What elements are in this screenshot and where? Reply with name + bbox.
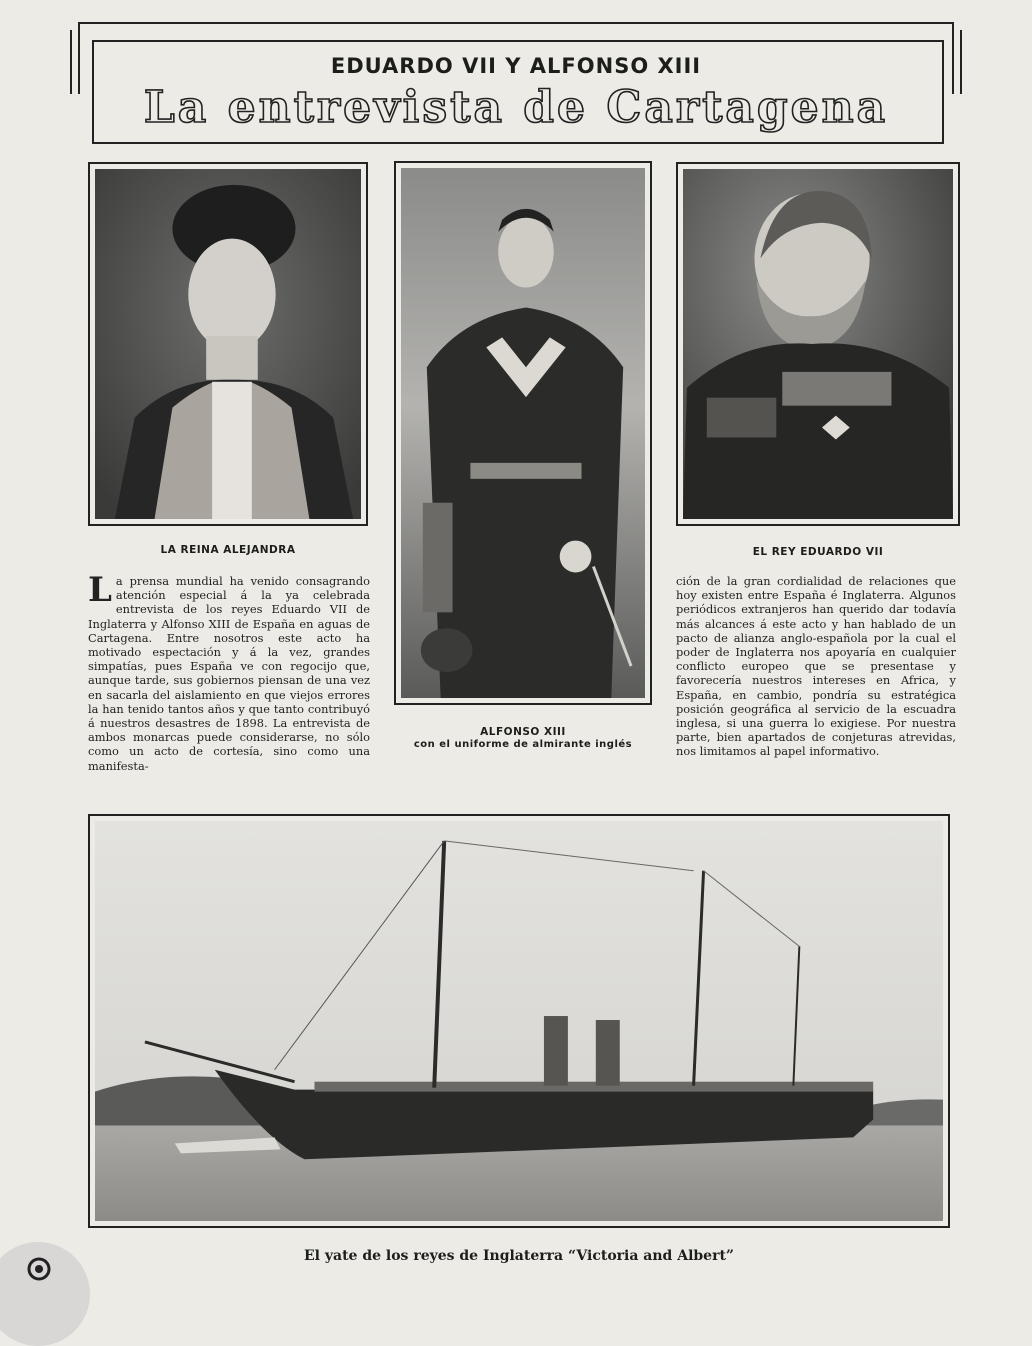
article-dropcap: L [88, 570, 112, 610]
caption-alfonso-subtitle: con el uniforme de almirante inglés [413, 739, 633, 750]
article-column-1 [88, 570, 370, 773]
caption-queen: LA REINA ALEJANDRA [160, 544, 296, 556]
caption-edward: EL REY EDUARDO VII [752, 546, 884, 558]
article-text-1: a prensa mundial ha venido consagrando atención especial á la ya celebrada entrevista de los reyes Eduardo VII de Inglaterra y Alfonso XIII de España en aguas de Cartagena. Entre nosotros este acto ha motivado espectación y á la vez, grandes simpatías, pues España ve con regocijo que, aunque tarde, sus gobiernos piensan de una vez en sacarla del aislamiento en que viejos errores la han tenido tantos años y que tanto contribuyó á nuestros desastres de 1898. La entrevista de ambos monarcas puede considerarse, no sólo como un acto de cortesía, sino como una manifesta- [88, 574, 370, 773]
article-text-2: ción de la gran cordialidad de relaciones que hoy existen entre España é Inglaterra. Algunos periódicos extranjeros han querido dar todavía más alcances á este acto y han hablado de un pacto de alianza anglo-española por la cual el poder de Inglaterra nos apoyaría en cualquier conflicto europeo que se presentase y favorecería nuestros intereses en Africa, y España, en cambio, pondría su estratégica posición geográfica al servicio de la escuadra inglesa, si una guerra lo exigiese. Por nuestra parte, bien apartados de conjeturas atrevidas, nos limitamos al papel informativo. [676, 574, 956, 759]
photo-edward [676, 162, 960, 526]
photo-yacht [88, 814, 950, 1228]
header-kicker: EDUARDO VII Y ALFONSO XIII [330, 54, 702, 78]
caption-alfonso-title: ALFONSO XIII [480, 726, 566, 738]
lens-search-icon[interactable] [24, 1254, 54, 1284]
headline: La entrevista de Cartagena [143, 82, 889, 133]
caption-yacht: El yate de los reyes de Inglaterra “Victoria and Albert” [304, 1248, 734, 1264]
photo-alfonso [394, 161, 652, 705]
photo-queen [88, 162, 368, 526]
article-column-2 [676, 574, 956, 759]
